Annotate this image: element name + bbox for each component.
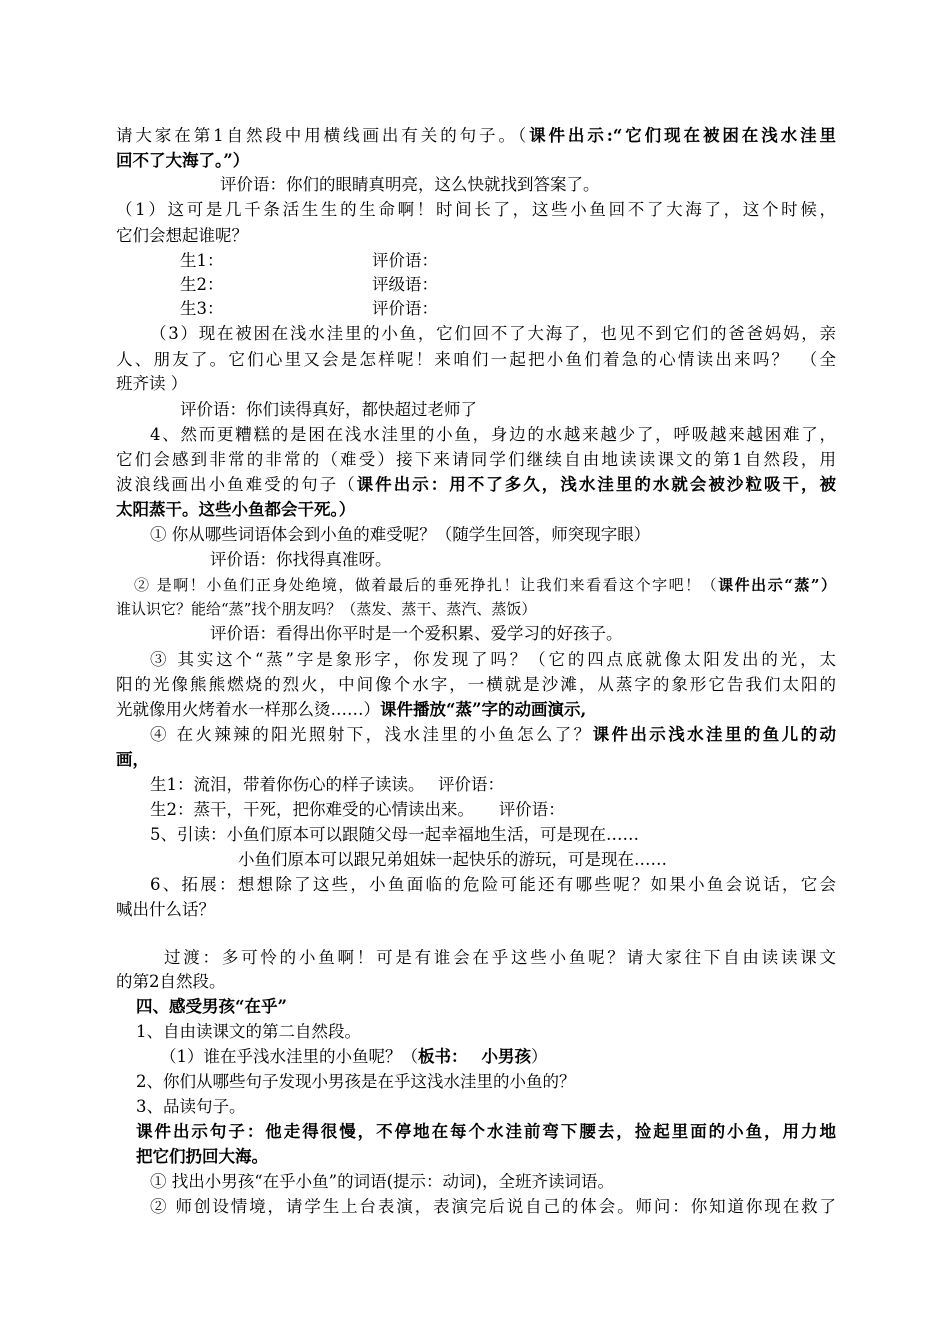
text-span: ） (531, 1047, 548, 1066)
evaluation-label: 评价语： (372, 251, 438, 270)
text-line: 它们会感到非常的非常的（难受）接下来请同学们继续自由地读读课文的第1自然段，用 (116, 450, 836, 469)
bold-span: 课件播放“蒸”字的动画演示, (380, 700, 587, 719)
text-line: （3）现在被困在浅水洼里的小鱼，它们回不了大海了，也见不到它们的爸爸妈妈，亲 (150, 324, 836, 343)
text-line: 小鱼们原本可以跟兄弟姐妹一起快乐的游玩，可是现在…… (238, 850, 667, 869)
question-line: ② 师创设情境，请学生上台表演，表演完后说自己的体会。师问：你知道你现在救了 (150, 1197, 836, 1216)
text-span: （1）谁在乎浅水洼里的小鱼呢？（ (160, 1047, 418, 1066)
evaluation-line: 评价语：看得出你平时是一个爱积累、爱学习的好孩子。 (210, 624, 623, 643)
text-line: （1）这可是几千条活生生的生命啊！时间长了，这些小鱼回不了大海了，这个时候， (116, 200, 836, 219)
question-line: ① 找出小男孩“在乎小鱼”的词语(提示：动词)，全班齐读词语。 (150, 1172, 614, 1191)
bold-span: 课件出示浅水洼里的鱼儿的动 (592, 725, 836, 744)
question-line (160, 1045, 548, 1069)
text-line: 4、然而更糟糕的是困在浅水洼里的小鱼，身边的水越来越少了，呼吸越来越困难了， (150, 425, 836, 444)
courseware-line: 课件出示句子：他走得很慢，不停地在每个水洼前弯下腰去，捡起里面的小鱼，用力地 (136, 1122, 836, 1141)
question-line (150, 723, 836, 747)
text-line: 的第2自然段。 (116, 972, 226, 991)
question-line: ① 你从哪些词语体会到小鱼的难受呢？（随学生回答，师突现字眼） (150, 525, 651, 544)
question-line (134, 573, 836, 597)
text-line (116, 124, 836, 148)
courseware-line: 把它们扔回大海。 (136, 1147, 268, 1166)
evaluation-line: 评价语：你找得真准呀。 (210, 550, 392, 569)
text-line: 6、拓展：想想除了这些，小鱼面临的危险可能还有哪些呢？如果小鱼会说话，它会 (150, 875, 836, 894)
text-line: 1、自由读课文的第二自然段。 (136, 1022, 361, 1041)
text-line (116, 473, 836, 497)
text-span: 波浪线画出小鱼难受的句子（ (116, 475, 357, 494)
question-line: ③ 其实这个“蒸”字是象形字，你发现了吗？（它的四点底就像太阳发出的光，太 (150, 650, 836, 669)
student-line: 生1：流泪，带着你伤心的样子读读。 评价语： (150, 775, 504, 794)
text-span: 光就像用火烤着水一样那么烫……） (116, 700, 380, 719)
text-line: 2、你们从哪些句子发现小男孩是在乎这浅水洼里的小鱼的？ (136, 1072, 576, 1091)
evaluation-label: 评价语： (372, 299, 438, 318)
evaluation-line: 评价语：你们的眼睛真明亮，这么快就找到答案了。 (220, 175, 600, 194)
text-line: 它们会想起谁呢？ (116, 226, 248, 245)
text-span: ④ 在火辣辣的阳光照射下，浅水洼里的小鱼怎么了？ (150, 725, 593, 744)
text-line: 画， (116, 750, 149, 769)
evaluation-label: 评级语： (372, 275, 438, 294)
transition-line: 过渡：多可怜的小鱼啊！可是有谁会在乎这些小鱼呢？请大家往下自由读读课文 (164, 948, 836, 967)
evaluation-line: 评价语：你们读得真好，都快超过老师了 (180, 400, 477, 419)
student-line: 生2：蒸干，干死，把你难受的心情读出来。 评价语： (150, 800, 565, 819)
text-line: 太阳蒸干。这些小鱼都会干死。） (116, 500, 356, 519)
text-span: 请大家在第1自然段中用横线画出有关的句子。（ (116, 126, 530, 145)
student-label: 生2： (180, 275, 224, 294)
bold-span: 课件出示：用不了多久，浅水洼里的水就会被沙粒吸干，被 (356, 475, 837, 494)
text-line: 5、引读：小鱼们原本可以跟随父母一起幸福地生活，可是现在…… (150, 825, 639, 844)
text-line: 喊出什么话？ (116, 900, 215, 919)
text-line: 阳的光像熊熊燃烧的烈火，中间像个水字，一横就是沙滩，从蒸字的象形它告我们太阳的 (116, 675, 836, 694)
text-line: 班齐读 ） (116, 374, 188, 393)
text-line (116, 698, 586, 722)
bold-span: 课件出示:“它们现在被困在浅水洼里 (529, 126, 836, 145)
text-line: 谁认识它？能给“蒸”找个朋友吗？（蒸发、蒸干、蒸汽、蒸饭） (116, 600, 537, 618)
student-label: 生1： (180, 251, 224, 270)
text-line: 人、朋友了。它们心里又会是怎样呢！来咱们一起把小鱼们着急的心情读出来吗？ （全 (116, 350, 836, 369)
bold-span: 课件出示“蒸”） (718, 576, 836, 594)
text-line: 回不了大海了。”） (116, 151, 250, 170)
text-line: 3、品读句子。 (136, 1097, 246, 1116)
student-label: 生3： (180, 299, 224, 318)
text-span: ② 是啊！小鱼们正身处绝境，做着最后的垂死挣扎！让我们来看看这个字吧！（ (134, 576, 719, 594)
section-heading: 四、感受男孩“在乎” (136, 997, 287, 1016)
bold-span: 板书： 小男孩 (418, 1047, 531, 1066)
